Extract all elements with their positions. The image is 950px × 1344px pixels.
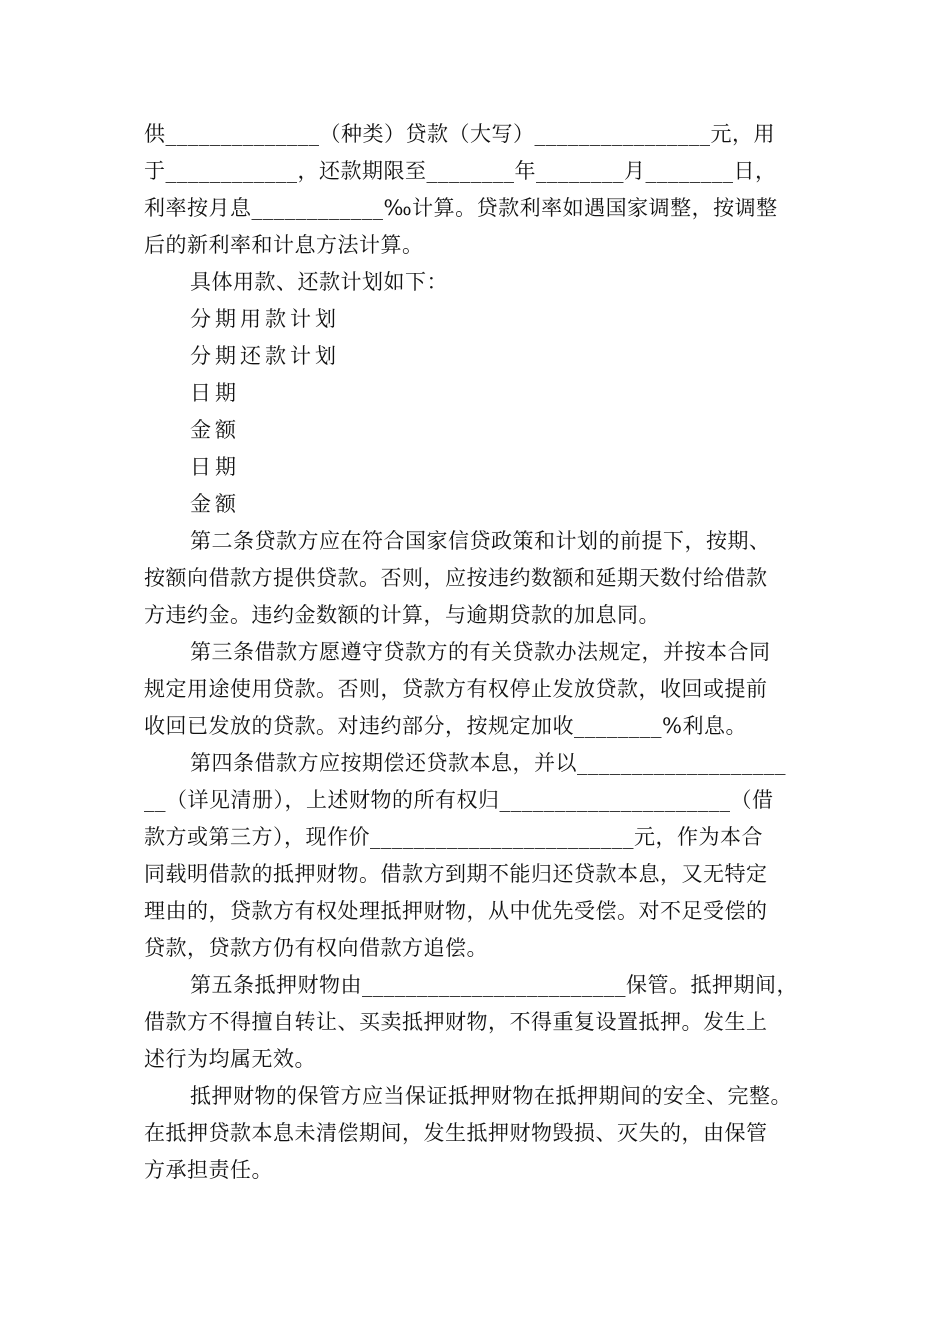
contract-page	[144, 116, 814, 1189]
article-4-line: 理由的，贷款方有权处理抵押财物，从中优先受偿。对不足受偿的	[144, 899, 768, 923]
table-label: 日期	[190, 455, 240, 479]
text-line: 利率按月息____________‰计算。贷款利率如遇国家调整，按调整	[144, 196, 778, 220]
custody-line: 抵押财物的保管方应当保证抵押财物在抵押期间的安全、完整。	[190, 1084, 792, 1108]
custody-line: 方承担责任。	[144, 1158, 273, 1182]
article-4-line: 第四条借款方应按期偿还贷款本息，并以___________________	[190, 751, 786, 775]
text-line: 于____________，还款期限至________年________月________日，	[144, 159, 777, 183]
article-4-line: 贷款，贷款方仍有权向借款方追偿。	[144, 936, 488, 960]
table-label: 金额	[190, 492, 240, 516]
text-line: 具体用款、还款计划如下：	[190, 270, 448, 294]
article-4-line: 款方或第三方），现作价________________________元，作为本合	[144, 825, 763, 849]
article-5-line: 借款方不得擅自转让、买卖抵押财物，不得重复设置抵押。发生上	[144, 1010, 768, 1034]
table-label: 日期	[190, 381, 240, 405]
article-3-line: 收回已发放的贷款。对违约部分，按规定加收________%利息。	[144, 714, 747, 738]
article-3-line: 规定用途使用贷款。否则，贷款方有权停止发放贷款，收回或提前	[144, 677, 768, 701]
article-5-line: 述行为均属无效。	[144, 1047, 316, 1071]
text-line: 后的新利率和计息方法计算。	[144, 233, 424, 257]
article-2-line: 按额向借款方提供贷款。否则，应按违约数额和延期天数付给借款	[144, 566, 768, 590]
article-2-line: 方违约金。违约金数额的计算，与逾期贷款的加息同。	[144, 603, 660, 627]
table-label: 金额	[190, 418, 240, 442]
text-line: 供______________（种类）贷款（大写）________________元，用	[144, 122, 775, 146]
article-5-line: 第五条抵押财物由________________________保管。抵押期间，	[190, 973, 798, 997]
article-4-line: 同载明借款的抵押财物。借款方到期不能归还贷款本息，又无特定	[144, 862, 768, 886]
article-2-line: 第二条贷款方应在符合国家信贷政策和计划的前提下，按期、	[190, 529, 771, 553]
plan-heading: 分期还款计划	[190, 344, 340, 368]
article-3-line: 第三条借款方愿遵守贷款方的有关贷款办法规定，并按本合同	[190, 640, 771, 664]
custody-line: 在抵押贷款本息未清偿期间，发生抵押财物毁损、灭失的，由保管	[144, 1121, 768, 1145]
plan-heading: 分期用款计划	[190, 307, 340, 331]
article-4-line: __（详见清册），上述财物的所有权归_____________________（借	[144, 788, 774, 812]
